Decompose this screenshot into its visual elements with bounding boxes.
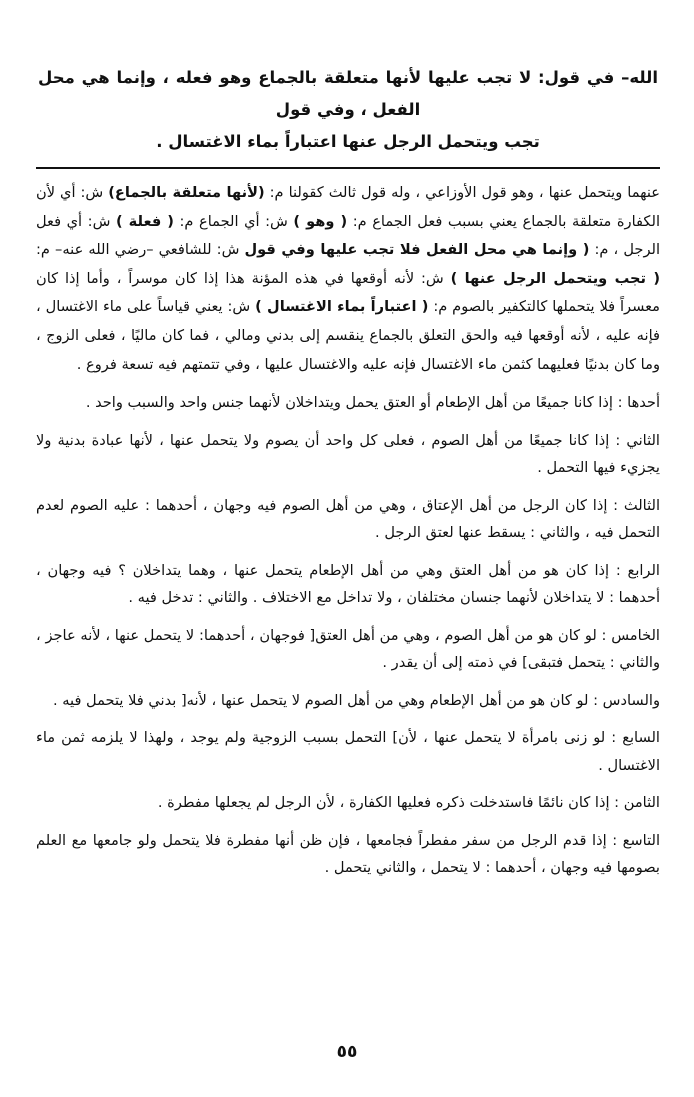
branch-text: لو زنى بامرأة لا يتحمل عنها ، لأن] التحمل بسبب الزوجية ولم يوجد ، ولهذا لا يلزمه ثمن ماء الاغتسال . [36,729,660,774]
branch-text: لو كان هو من أهل الإطعام وهي من أهل الصوم لا يتحمل عنها ، لأنه[ بدني فلا يتحمل فيه . [52,691,594,709]
commentary-text: ش: أي فعل الرجل ، م: [36,212,660,259]
branch-item [36,622,660,677]
branch-text: لو كان هو من أهل الصوم ، وهي من أهل العتق[ فوجهان ، أحدهما: لا يتحمل عنها ، لأنه عاجز ، والثاني : يتحمل فتبقى] في ذمته إلى أن يقدر . [36,626,660,672]
branch-label: الخامس : [601,626,660,644]
matn-line-1: الله– في قول: لا تجب عليها لأنها متعلقة بالجماع وهو فعله ، وإنما هي محل الفعل ، وفي قول [38,68,658,119]
commentary-text: ش: لأنه أوقعها في هذه المؤنة هذا إذا كان موسراً ، وأما إذا كان معسراً فلا يتحملها كالتكفير بالصوم م: [36,269,660,316]
matn-line-2: تجب ويتحمل الرجل عنها اعتباراً بماء الاغتسال . [156,132,540,151]
branch-text: إذا كان الرجل من أهل الإعتاق ، وهي من أهل الصوم فيه وجهان ، أحدهما : عليه الصوم لعدم التحمل فيه ، والثاني : يسقط عنها لعتق الرجل . [36,496,660,542]
quoted-matn: (لأنها متعلقة بالجماع) [108,184,265,201]
branch-item [36,389,660,417]
branch-label: والسادس : [593,691,660,709]
branch-label: التاسع : [612,831,660,849]
commentary-text: ش: للشافعي –رضي الله عنه– م: [36,241,245,259]
branch-label: السابع : [611,729,660,747]
quoted-matn: ( وإنما هي محل الفعل فلا تجب عليها وفي قول [244,241,590,259]
commentary-block [36,179,660,379]
branch-label: الثامن : [614,794,660,812]
branch-item [36,827,660,882]
quoted-matn: ( تجب ويتحمل الرجل عنها ) [450,269,660,287]
commentary-text: ش: أي لأن الكفارة متعلقة بالجماع يعني بسبب فعل الجماع م: [36,184,660,230]
branch-text: إذا كانا جميعًا من أهل الإطعام أو العتق يحمل ويتداخلان لأنهما جنس واحد والسبب واحد . [85,394,618,412]
branch-item [36,687,660,715]
branch-label: أحدها : [617,394,660,412]
commentary-text: ش: أي الجماع م: [173,212,294,230]
branch-item [36,427,660,482]
branch-item [36,557,660,612]
matn-text [36,62,660,158]
branches-list [36,389,660,882]
branch-text: إذا قدم الرجل من سفر مفطراً فجامعها ، فإن ظن أنها مفطرة فلا يتحمل ولو جامعها مع العلم بصومها فيه وجهان ، أحدهما : لا يتحمل ، والثاني يتحمل . [36,831,660,877]
branch-text: إذا كانا جميعًا من أهل الصوم ، فعلى كل واحد أن يصوم ولا يتحمل عنها ، لأنها عبادة بدنية ولا يجزيء فيها التحمل . [36,431,660,477]
quoted-matn: ( وهو ) [293,212,348,230]
quoted-matn: ( اعتباراً بماء الاغتسال ) [255,298,429,316]
branch-item [36,724,660,779]
commentary-text: عنهما ويتحمل عنها ، وهو قول الأوزاعي ، وله قول ثالث كقولنا م: [264,184,661,201]
branch-item [36,492,660,547]
commentary-text: ش: يعني قياساً على ماء الاغتسال ، فإنه عليه ، لأنه أوقعها فيه والحق التعلق بالجماع ينقسم إلى بدني ومالي ، فما كان ماليًا ، فعلى الزوج ، وما كان بدنيًا فعليهما كثمن ماء الاغتسال فإنه عليه والاغتسال عليها ، وفي تتمتهم فيه تسعة فروع . [36,298,660,373]
separator-rule [36,167,660,169]
branch-item [36,789,660,817]
quoted-matn: ( فعلة ) [115,212,174,230]
branch-label: الثالث : [613,496,661,514]
branch-text: إذا كان هو من أهل العتق وهي من أهل الإطعام يتحمل عنها ، وهما يتداخلان ؟ فيه وجهان ، أحدهما : لا يتداخلان لأنهما جنسان مختلفان ، ولا تداخل مع الاختلاف . والثاني : تدخل فيه . [36,561,660,607]
branch-text: إذا كان نائمًا فاستدخلت ذكره فعليها الكفارة ، لأن الرجل لم يجعلها مفطرة . [157,794,615,812]
page-number: ٥٥ [336,1042,358,1062]
branch-label: الثاني : [615,431,660,449]
branch-label: الرابع : [615,561,660,579]
commentary-paragraph [36,179,660,379]
